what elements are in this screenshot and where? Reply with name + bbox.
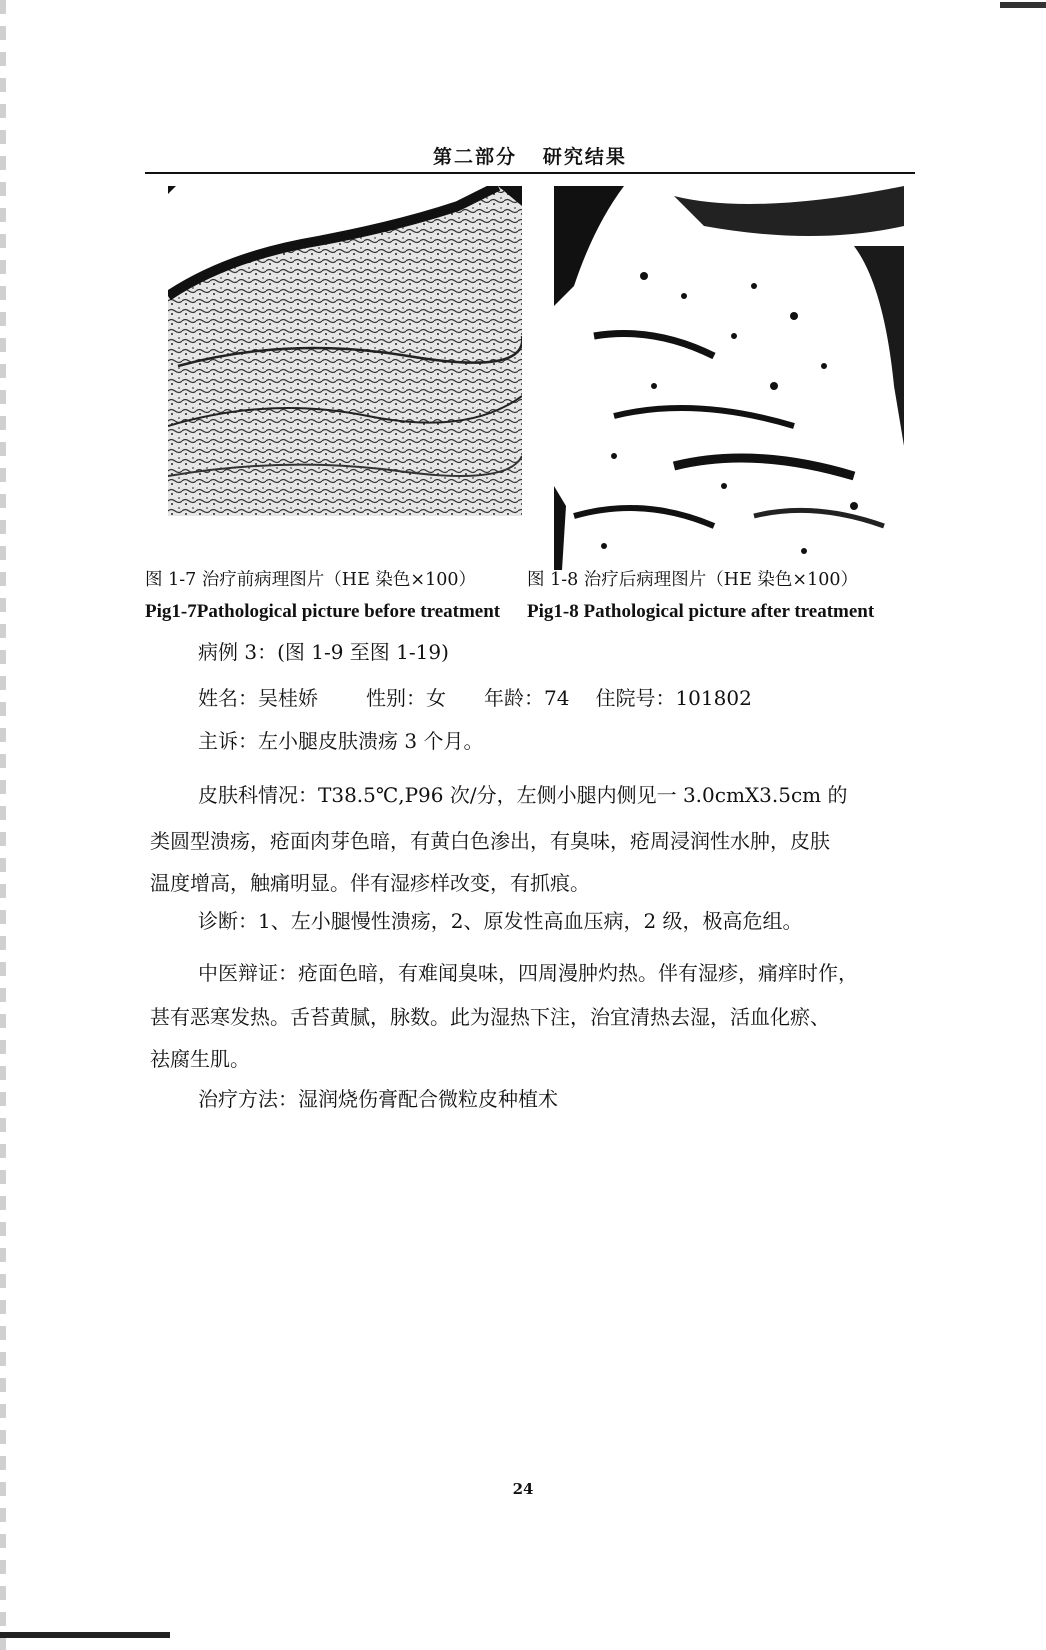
- figure-caption-zh: 图 1-7 治疗前病理图片（HE 染色×100）: [145, 570, 476, 590]
- admission-label: 住院号：: [595, 686, 676, 710]
- pathology-image-after: [554, 186, 904, 570]
- sex-label: 性别：: [366, 686, 426, 710]
- name-label: 姓名：: [198, 686, 258, 710]
- name-value: 吴桂娇: [258, 686, 318, 710]
- header-rule: [145, 172, 915, 174]
- tcm-line-3: 祛腐生肌。: [150, 1047, 250, 1071]
- scan-bottom-mark: [0, 1632, 170, 1638]
- chief-complaint: 主诉：左小腿皮肤溃疡 3 个月。: [198, 729, 484, 753]
- skin-exam-line-3: 温度增高，触痛明显。伴有湿疹样改变，有抓痕。: [150, 871, 590, 895]
- case-heading: 病例 3：(图 1-9 至图 1-19): [198, 640, 449, 664]
- figure-caption-zh: 图 1-8 治疗后病理图片（HE 染色×100）: [527, 570, 858, 590]
- age-label: 年龄：: [484, 686, 544, 710]
- scan-corner-mark: [1000, 2, 1046, 8]
- header-section: 第二部分: [433, 146, 518, 168]
- figure-caption-en: Pig1-7Pathological picture before treatment: [145, 601, 501, 622]
- scan-edge-marks: [0, 0, 6, 1650]
- skin-exam-line-2: 类圆型溃疡，疮面肉芽色暗，有黄白色渗出，有臭味，疮周浸润性水肿，皮肤: [150, 829, 830, 853]
- patient-info: [150, 679, 968, 717]
- header-title: 研究结果: [542, 146, 627, 168]
- treatment-method: 治疗方法：湿润烧伤膏配合微粒皮种植术: [198, 1087, 558, 1111]
- sex-value: 女: [426, 686, 446, 710]
- pathology-image-before: [168, 186, 522, 538]
- age-value: 74: [544, 686, 570, 710]
- tcm-line-1: 中医辩证：疮面色暗，有难闻臭味，四周漫肿灼热。伴有湿疹，痛痒时作，: [198, 961, 858, 985]
- running-header: [145, 142, 915, 169]
- figure-caption-en: Pig1-8 Pathological picture after treatment: [527, 601, 875, 622]
- tcm-line-2: 甚有恶寒发热。舌苔黄腻，脉数。此为湿热下注，治宜清热去湿，活血化瘀、: [150, 1005, 830, 1029]
- diagnosis: 诊断：1、左小腿慢性溃疡，2、原发性高血压病，2 级，极高危组。: [198, 909, 803, 933]
- skin-exam-line-1: 皮肤科情况：T38.5℃,P96 次/分，左侧小腿内侧见一 3.0cmX3.5cm 的: [198, 783, 848, 807]
- admission-value: 101802: [675, 686, 752, 710]
- page-number: 24: [512, 1480, 534, 1498]
